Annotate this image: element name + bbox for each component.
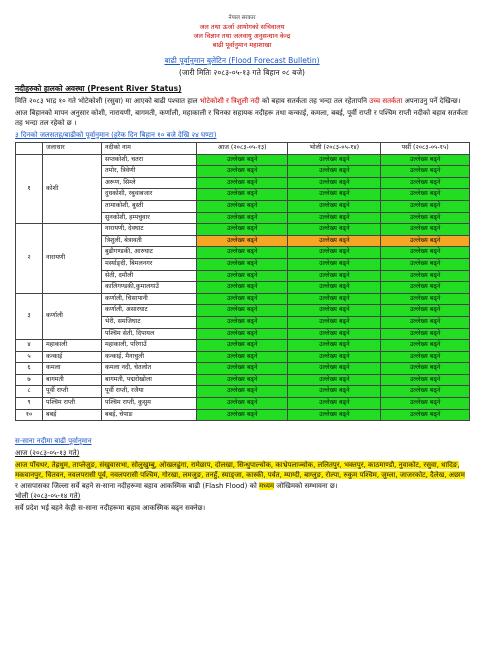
forecast-cell: उल्लेख्य बढ्ने <box>288 235 381 247</box>
basin-number: ५ <box>16 351 43 363</box>
forecast-cell: उल्लेख्य बढ्ने <box>381 166 470 178</box>
small-rivers-tomorrow: भोली (२०८३-०५-१४ गते) <box>15 491 81 500</box>
forecast-cell: उल्लेख्य बढ्ने <box>381 177 470 189</box>
forecast-cell: उल्लेख्य बढ्ने <box>288 258 381 270</box>
table-header-row <box>16 143 470 155</box>
basin-name: कोशी <box>43 154 102 224</box>
risk-level: मध्यम <box>259 481 275 490</box>
basin-number: ७ <box>16 374 43 386</box>
forecast-cell: उल्लेख्य बढ्ने <box>288 398 381 410</box>
department-line: जल विज्ञान तथा जलवायु अनुसन्धान केन्द्र <box>193 32 291 40</box>
bulletin-page <box>0 14 484 651</box>
forecast-cell: उल्लेख्य बढ्ने <box>288 166 381 178</box>
commission-line: जल तथा ऊर्जा आयोगको सचिवालय <box>199 23 285 31</box>
small-rivers-tomorrow-text: सर्वे प्रदेश भई बहने केही स-साना नदीहरूमा बहाव आकस्मिक बढ्न सक्नेछ। <box>15 503 206 512</box>
forecast-cell: उल्लेख्य बढ्ने <box>288 374 381 386</box>
forecast-cell: उल्लेख्य बढ्ने <box>381 258 470 270</box>
river-status-para-2: आज बिहानको मापन अनुसार कोशी, नारायणी, बागमती, कर्णाली, महाकाली र चिनका सहायक नदीहरू तथा कन्काई, कमला, बबई, पूर्वी राप्ती र पश्चिम राप्ती नदीको बहाव सतर्कता तह भन्दा तल रहेको छ । <box>15 109 468 127</box>
forecast-cell: उल्लेख्य बढ्ने <box>381 340 470 352</box>
forecast-cell: उल्लेख्य बढ्ने <box>288 328 381 340</box>
forecast-cell: उल्लेख्य बढ्ने <box>197 270 288 282</box>
river-name: कालिगण्डकी,कुमालगाउँ <box>102 282 197 294</box>
forecast-cell: उल्लेख्य बढ्ने <box>197 316 288 328</box>
forecast-cell: उल्लेख्य बढ्ने <box>288 293 381 305</box>
col-basin: जलाधार <box>43 143 102 155</box>
table-row <box>16 398 470 410</box>
forecast-cell: उल्लेख्य बढ्ने <box>381 409 470 421</box>
forecast-cell: उल्लेख्य बढ्ने <box>288 270 381 282</box>
table-row <box>16 351 470 363</box>
forecast-cell: उल्लेख्य बढ्ने <box>288 305 381 317</box>
forecast-cell: उल्लेख्य बढ्ने <box>288 363 381 375</box>
forecast-cell: उल्लेख्य बढ्ने <box>381 305 470 317</box>
river-name: कर्णाली, चिसापानी <box>102 293 197 305</box>
basin-number: १ <box>16 154 43 224</box>
basin-name: पूर्वी राप्ती <box>43 386 102 398</box>
small-rivers-today: आज (२०८३-०५-१३ गते) <box>15 449 80 458</box>
basin-name: नारायणी <box>43 224 102 294</box>
river-name: सुनकोशी, हम्पचुवार <box>102 212 197 224</box>
forecast-cell: उल्लेख्य बढ्ने <box>288 386 381 398</box>
forecast-cell: उल्लेख्य बढ्ने <box>197 398 288 410</box>
forecast-cell: उल्लेख्य बढ्ने <box>381 212 470 224</box>
forecast-cell: उल्लेख्य बढ्ने <box>381 386 470 398</box>
highlighted-districts: आज पाँचथर, तेह्रथुम, ताप्लेजुङ, संखुवासभा, सोलुखुम्बु, ओखलढुंगा, रामेछाप, दोलखा, सिन्धुपाल्चोक, काभ्रेपलाञ्चोक, ललितपुर, भक्तपुर, काठमाण्डौ, नुवाकोट, रसुवा, धादिङ, मकवानपुर, चितवन, नवलपरासी पूर्व, नवलपरासी पश्चिम, गोरखा, लमजुङ, तनहुँ, स्याङ्जा, कास्की, पर्वत, म्याग्दी, बाग्लुङ, रोल्पा, रुकुम पश्चिम, जुम्ला, जाजरकोट, दैलेख, अछाम <box>15 461 465 480</box>
col-tomorrow: भोली (२०८३-०५-१४) <box>288 143 381 155</box>
basin-number: ३ <box>16 293 43 339</box>
forecast-cell: उल्लेख्य बढ्ने <box>381 189 470 201</box>
forecast-cell: उल्लेख्य बढ्ने <box>381 351 470 363</box>
forecast-cell: उल्लेख्य बढ्ने <box>288 351 381 363</box>
forecast-cell: उल्लेख्य बढ्ने <box>197 305 288 317</box>
division-line: बाढी पूर्वानुमान महाशाखा <box>212 41 272 49</box>
river-name: कन्काई, मैनाचुली <box>102 351 197 363</box>
forecast-cell: उल्लेख्य बढ्ने <box>197 189 288 201</box>
basin-number: २ <box>16 224 43 294</box>
forecast-cell: उल्लेख्य बढ्ने <box>288 282 381 294</box>
forecast-cell: उल्लेख्य बढ्ने <box>197 374 288 386</box>
river-status-heading: नदीहरुको हालको अवस्था (Present River Status) <box>15 84 182 93</box>
forecast-cell: उल्लेख्य बढ्ने <box>197 212 288 224</box>
river-name: तमोर, त्रिवेणी <box>102 166 197 178</box>
forecast-cell: उल्लेख्य बढ्ने <box>381 328 470 340</box>
forecast-cell: उल्लेख्य बढ्ने <box>381 398 470 410</box>
river-name: नारायणी, देवघाट <box>102 224 197 236</box>
river-name: अरूण, सिम्ले <box>102 177 197 189</box>
river-name: पश्चिम राप्ती, कुसुम <box>102 398 197 410</box>
river-name: कर्णाली, असारघाट <box>102 305 197 317</box>
forecast-cell: उल्लेख्य बढ्ने <box>197 224 288 236</box>
col-dayafter: पर्सी (२०८३-०५-१५) <box>381 143 470 155</box>
forecast-cell: उल्लेख्य बढ्ने <box>288 189 381 201</box>
forecast-cell: उल्लेख्य बढ्ने <box>288 224 381 236</box>
forecast-cell: उल्लेख्य बढ्ने <box>381 224 470 236</box>
forecast-cell: उल्लेख्य बढ्ने <box>288 200 381 212</box>
forecast-cell: उल्लेख्य बढ्ने <box>288 247 381 259</box>
col-river: नदीको नाम <box>102 143 197 155</box>
forecast-cell: उल्लेख्य बढ्ने <box>197 258 288 270</box>
org-header <box>0 14 484 50</box>
basin-number: ८ <box>16 386 43 398</box>
table-row <box>16 374 470 386</box>
text-span: र आसपासका जिल्ला सर्वे बहने स-साना नदीहरूमा बहाव आकस्मिक बाढी (Flash Flood) को <box>15 481 259 490</box>
river-name: बागमती, पद्मरोखोला <box>102 374 197 386</box>
col-num <box>16 143 43 155</box>
forecast-cell: उल्लेख्य बढ्ने <box>288 177 381 189</box>
river-status-para-1 <box>15 96 469 106</box>
forecast-cell: उल्लेख्य बढ्ने <box>197 328 288 340</box>
table-row <box>16 154 470 166</box>
forecast-cell: उल्लेख्य बढ्ने <box>197 293 288 305</box>
river-name: बबई, चेपाङ <box>102 409 197 421</box>
forecast-cell: उल्लेख्य बढ्ने <box>197 351 288 363</box>
status-text: अपनाउनु पर्ने देखिन्छ। <box>402 97 461 105</box>
forecast-cell: उल्लेख्य बढ्ने <box>197 282 288 294</box>
basin-number: १० <box>16 409 43 421</box>
forecast-cell: उल्लेख्य बढ्ने <box>197 177 288 189</box>
basin-name: कर्णाली <box>43 293 102 339</box>
river-name: त्रिशुली, बेत्रावती <box>102 235 197 247</box>
forecast-cell: उल्लेख्य बढ्ने <box>381 374 470 386</box>
basin-name: महाकाली <box>43 340 102 352</box>
table-row <box>16 386 470 398</box>
forecast-cell: उल्लेख्य बढ्ने <box>197 235 288 247</box>
table-row <box>16 340 470 352</box>
forecast-cell: उल्लेख्य बढ्ने <box>288 154 381 166</box>
river-name: सेती, दमौली <box>102 270 197 282</box>
text-span: जोखिमको सम्भावना छ। <box>274 481 338 490</box>
status-text: मिति २०८३ भाद्र १० गते भोटेकोशी (रसुवा) मा आएको बाढी पश्चात हाल <box>15 97 200 105</box>
bulletin-title: बाढी पूर्वानुमान बुलेटिन (Flood Forecast Bulletin) <box>164 56 320 65</box>
river-name: महाकाली, परिगाउँ <box>102 340 197 352</box>
forecast-cell: उल्लेख्य बढ्ने <box>381 270 470 282</box>
forecast-cell: उल्लेख्य बढ्ने <box>288 212 381 224</box>
basin-name: कमला <box>43 363 102 375</box>
issue-date: (जारी मितिः २०८३-०५-१३ गते बिहान ०८ बजे) <box>179 68 305 77</box>
river-name: कमला नदी, चेतलोत <box>102 363 197 375</box>
gov-line: नेपाल सरकार <box>228 15 256 21</box>
small-rivers-heading: स-साना नदीमा बाढी पूर्वानुमान <box>15 437 92 446</box>
basin-name: कन्काई <box>43 351 102 363</box>
small-rivers-today-text <box>15 460 469 491</box>
forecast-cell: उल्लेख्य बढ्ने <box>197 363 288 375</box>
forecast-cell: उल्लेख्य बढ्ने <box>381 200 470 212</box>
river-name: पूर्वी राप्ती, रजैया <box>102 386 197 398</box>
forecast-cell: उल्लेख्य बढ्ने <box>197 340 288 352</box>
forecast-cell: उल्लेख्य बढ्ने <box>288 409 381 421</box>
forecast-cell: उल्लेख्य बढ्ने <box>197 200 288 212</box>
basin-name: बागमती <box>43 374 102 386</box>
basin-name: बबई <box>43 409 102 421</box>
forecast-cell: उल्लेख्य बढ्ने <box>288 316 381 328</box>
forecast-cell: उल्लेख्य बढ्ने <box>381 316 470 328</box>
forecast-table <box>15 142 470 421</box>
highlight-rivers: भोटेकोशी र त्रिशुली नदी <box>199 97 260 105</box>
forecast-cell: उल्लेख्य बढ्ने <box>381 282 470 294</box>
river-name: पश्चिम सेती, दिपायल <box>102 328 197 340</box>
basin-number: ९ <box>16 398 43 410</box>
forecast-cell: उल्लेख्य बढ्ने <box>197 409 288 421</box>
forecast-cell: उल्लेख्य बढ्ने <box>381 363 470 375</box>
forecast-cell: उल्लेख्य बढ्ने <box>381 235 470 247</box>
table-row <box>16 409 470 421</box>
river-name: भेरी, समजिघाट <box>102 316 197 328</box>
forecast-cell: उल्लेख्य बढ्ने <box>197 154 288 166</box>
forecast-cell: उल्लेख्य बढ्ने <box>197 247 288 259</box>
river-name: तामाकोशी, बुस्ती <box>102 200 197 212</box>
forecast-body <box>16 154 470 421</box>
highlight-alert: उच्च सतर्कता <box>369 97 403 105</box>
basin-number: ६ <box>16 363 43 375</box>
river-name: सप्तकोशी, चतरा <box>102 154 197 166</box>
forecast-cell: उल्लेख्य बढ्ने <box>381 293 470 305</box>
basin-number: ४ <box>16 340 43 352</box>
status-text: को बहाव सतर्कता तह भन्दा तल रहेतापनि <box>259 97 370 105</box>
forecast-cell: उल्लेख्य बढ्ने <box>381 247 470 259</box>
river-name: दुधकोशी, रबुवाबजार <box>102 189 197 201</box>
river-name: मर्स्याङ्दी, बिमलनगर <box>102 258 197 270</box>
forecast-heading: ३ दिनको जलसतह/बाढीको पूर्वानुमान (हरेक दिन बिहान १० बजे देखि २४ घण्टा) <box>15 131 217 139</box>
forecast-cell: उल्लेख्य बढ्ने <box>288 340 381 352</box>
forecast-cell: उल्लेख्य बढ्ने <box>197 166 288 178</box>
table-row <box>16 293 470 305</box>
river-name: बुढीगण्डकी, आरुघाट <box>102 247 197 259</box>
table-row <box>16 363 470 375</box>
col-today: आज (२०८३-०५-१३) <box>197 143 288 155</box>
forecast-cell: उल्लेख्य बढ्ने <box>197 386 288 398</box>
basin-name: पश्चिम राप्ती <box>43 398 102 410</box>
forecast-cell: उल्लेख्य बढ्ने <box>381 154 470 166</box>
table-row <box>16 224 470 236</box>
